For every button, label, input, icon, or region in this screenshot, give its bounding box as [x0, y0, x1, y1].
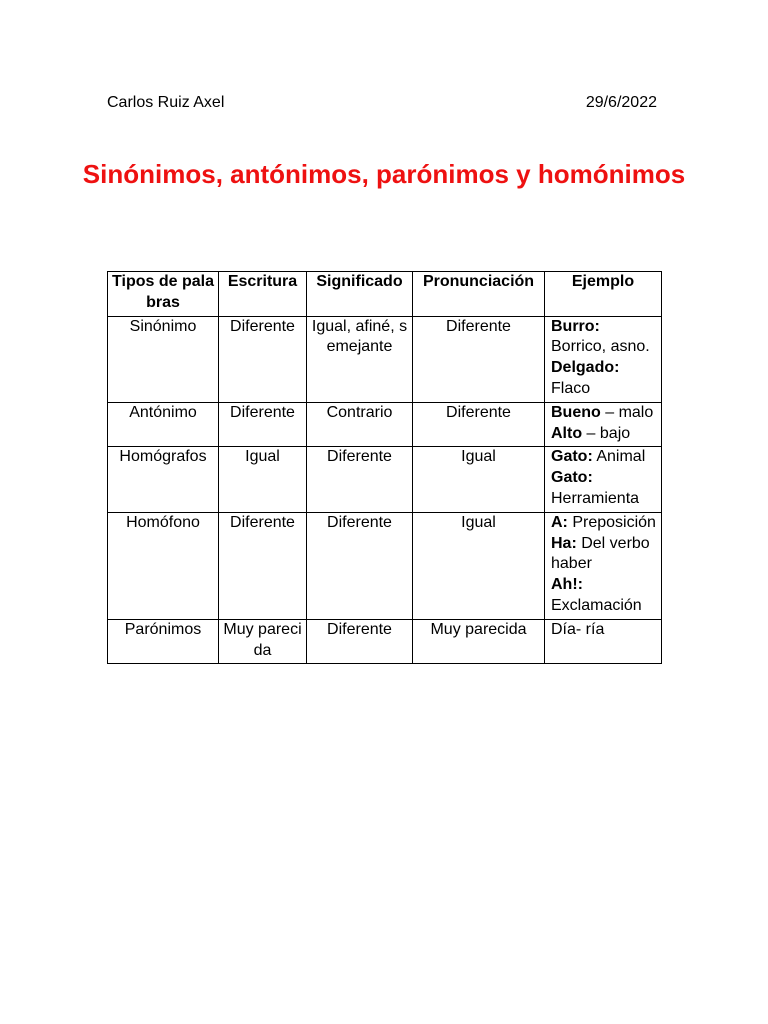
example-line [551, 403, 659, 424]
example-text: Exclamación [551, 596, 642, 614]
escritura-cell: Diferente [219, 402, 307, 447]
example-line [551, 317, 659, 359]
significado-cell: Contrario [307, 402, 413, 447]
example-term: Ah!: [551, 576, 583, 594]
header-pronunciacion: Pronunciación [413, 272, 545, 317]
example-text: Herramienta [551, 489, 640, 507]
tipo-cell: Homófono [108, 512, 219, 619]
example-line [551, 534, 659, 576]
example-line [551, 358, 659, 400]
escritura-cell: Igual [219, 447, 307, 512]
significado-cell: Diferente [307, 447, 413, 512]
word-types-table [107, 271, 662, 664]
pronunciacion-cell: Diferente [413, 316, 545, 402]
ejemplo-cell [545, 402, 662, 447]
header-ejemplo: Ejemplo [545, 272, 662, 317]
document-date: 29/6/2022 [585, 94, 657, 111]
tipo-cell: Homógrafos [108, 447, 219, 512]
example-term: Burro: [551, 317, 600, 335]
example-term: Gato: [551, 469, 593, 487]
header-tipos: Tipos de palabras [108, 272, 219, 317]
table-row [108, 402, 662, 447]
example-term: Gato: [551, 448, 593, 466]
tipo-cell: Sinónimo [108, 316, 219, 402]
example-line [551, 513, 659, 534]
example-text: – malo [600, 403, 654, 421]
tipo-cell: Antónimo [108, 402, 219, 447]
example-line [551, 447, 659, 468]
ejemplo-cell [545, 316, 662, 402]
example-term: Delgado: [551, 359, 620, 377]
author-name: Carlos Ruiz Axel [107, 94, 225, 111]
ejemplo-cell [545, 619, 662, 664]
pronunciacion-cell: Igual [413, 447, 545, 512]
table-row [108, 316, 662, 402]
example-text: Borrico, asno. [551, 338, 650, 356]
pronunciacion-cell: Muy parecida [413, 619, 545, 664]
escritura-cell: Diferente [219, 316, 307, 402]
ejemplo-cell [545, 447, 662, 512]
example-term: A: [551, 513, 568, 531]
example-text: – bajo [582, 424, 631, 442]
significado-cell: Diferente [307, 619, 413, 664]
significado-cell: Igual, afiné, semejante [307, 316, 413, 402]
table-row [108, 619, 662, 664]
escritura-cell: Muy parecida [219, 619, 307, 664]
example-line [551, 575, 659, 617]
example-text: Día- ría [551, 620, 605, 638]
example-line [551, 468, 659, 510]
significado-cell: Diferente [307, 512, 413, 619]
example-text: Del verbo haber [551, 534, 650, 573]
table-row [108, 447, 662, 512]
ejemplo-cell [545, 512, 662, 619]
header-significado: Significado [307, 272, 413, 317]
table-row [108, 512, 662, 619]
example-text: Preposición [567, 513, 656, 531]
example-line [551, 424, 659, 445]
page-title: Sinónimos, antónimos, parónimos y homónimos [82, 159, 686, 189]
example-term: Bueno [551, 403, 601, 421]
pronunciacion-cell: Diferente [413, 402, 545, 447]
pronunciacion-cell: Igual [413, 512, 545, 619]
example-line [551, 620, 659, 641]
tipo-cell: Parónimos [108, 619, 219, 664]
example-text: Flaco [551, 379, 591, 397]
example-text: Animal [592, 448, 646, 466]
table-header-row [108, 272, 662, 317]
header-escritura: Escritura [219, 272, 307, 317]
example-term: Ha: [551, 534, 577, 552]
escritura-cell: Diferente [219, 512, 307, 619]
example-term: Alto [551, 424, 583, 442]
